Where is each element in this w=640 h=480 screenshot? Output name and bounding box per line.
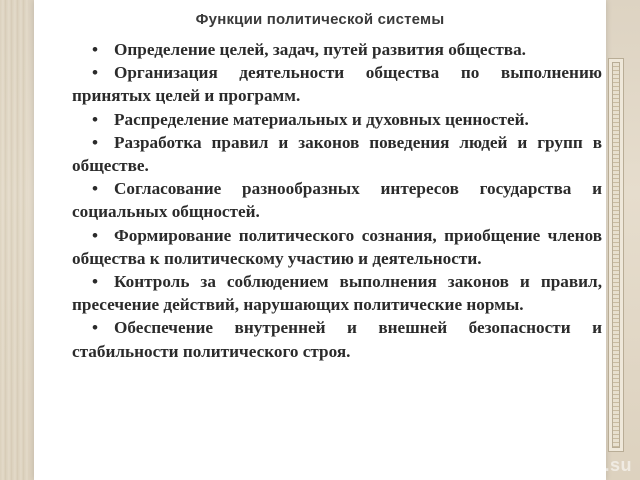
bullet: • — [92, 40, 99, 59]
page-title: Функции политической системы — [195, 11, 445, 28]
bullet: • — [92, 132, 99, 152]
item-text: Согласование разнообразных интересов государства и социальных общностей. — [72, 179, 602, 222]
list-item — [72, 38, 602, 61]
item-text: Организация деятельности общества по выполнению принятых целей и программ. — [72, 63, 602, 106]
bullet: • — [92, 63, 99, 83]
item-text: Определение целей, задач, путей развития общества. — [114, 40, 526, 59]
bullet: • — [92, 272, 99, 292]
list-item — [72, 224, 602, 270]
watermark-text: petisovet.su — [520, 455, 632, 475]
bullet: • — [92, 109, 99, 129]
list-item — [72, 316, 602, 362]
list-item — [72, 61, 602, 107]
bullet: • — [92, 225, 99, 245]
item-text: Обеспечение внутренней и внешней безопасности и стабильности политического строя. — [72, 318, 602, 361]
decorative-frame — [608, 58, 624, 452]
item-text: Контроль за соблюдением выполнения законов и правил, пресечение действий, нарушающих политические нормы. — [72, 272, 602, 315]
item-text: Формирование политического сознания, приобщение членов общества к политическому участию и деятельности. — [72, 225, 602, 268]
list-item — [72, 270, 602, 316]
bullet: • — [92, 318, 99, 338]
functions-list — [72, 38, 602, 363]
document-page — [34, 0, 606, 480]
item-text: Разработка правил и законов поведения людей и групп в обществе. — [72, 132, 602, 176]
bullet: • — [92, 179, 99, 199]
item-text: Распределение материальных и духовных ценностей. — [114, 109, 529, 129]
list-item — [72, 108, 602, 131]
background-stripes — [0, 0, 28, 480]
list-item — [72, 131, 602, 177]
list-item — [72, 177, 602, 223]
